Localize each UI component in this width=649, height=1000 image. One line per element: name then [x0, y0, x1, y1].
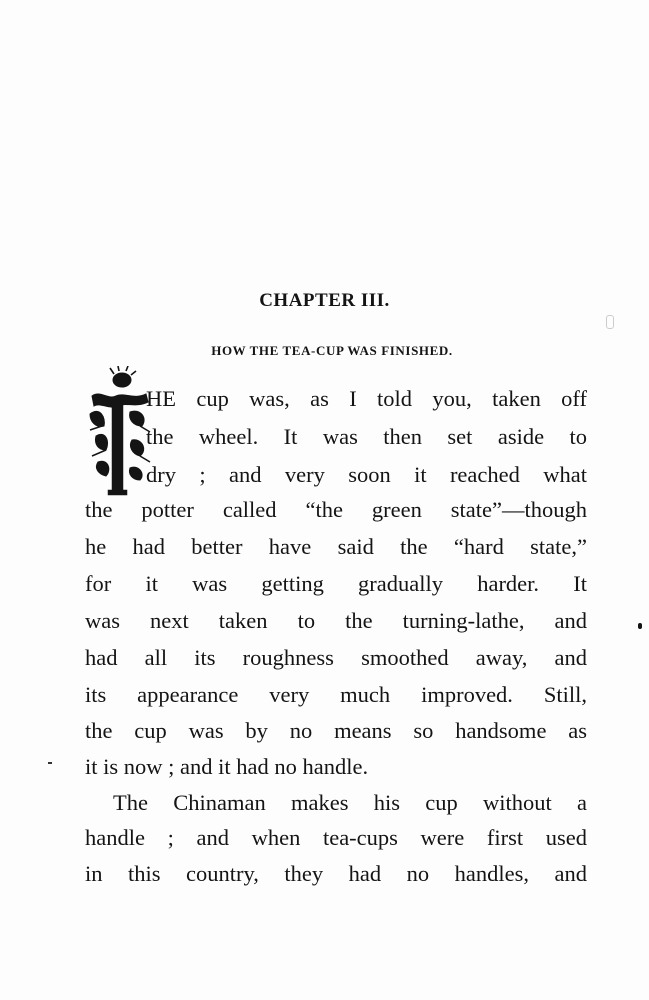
print-speck	[606, 315, 614, 329]
text-line-14: in this country, they had no handles, and	[85, 861, 587, 886]
print-speck	[638, 623, 642, 629]
text-line-5: he had better have said the “hard state,”	[85, 534, 587, 559]
chapter-subtitle: HOW THE TEA-CUP WAS FINISHED.	[211, 343, 453, 358]
text-line-8: had all its roughness smoothed away, and	[85, 645, 587, 670]
text-line-9: its appearance very much improved. Still,	[85, 682, 587, 707]
text-line-11: it is now ; and it had no handle.	[85, 754, 369, 779]
text-line-12: The Chinaman makes his cup without a	[113, 790, 587, 815]
ornamental-drop-cap	[86, 366, 154, 498]
text-line-13: handle ; and when tea-cups were first used	[85, 825, 587, 850]
text-line-1: HE cup was, as I told you, taken off	[146, 386, 587, 411]
text-line-7: was next taken to the turning-lathe, and	[85, 608, 587, 633]
text-line-4: the potter called “the green state”—though	[85, 497, 587, 522]
text-line-3: dry ; and very soon it reached what	[146, 462, 587, 487]
text-line-6: for it was getting gradually harder. It	[85, 571, 587, 596]
text-line-2: the wheel. It was then set aside to	[146, 424, 587, 449]
text-line-10: the cup was by no means so handsome as	[85, 718, 587, 743]
print-speck	[48, 762, 52, 764]
chapter-heading: CHAPTER III.	[259, 290, 390, 311]
